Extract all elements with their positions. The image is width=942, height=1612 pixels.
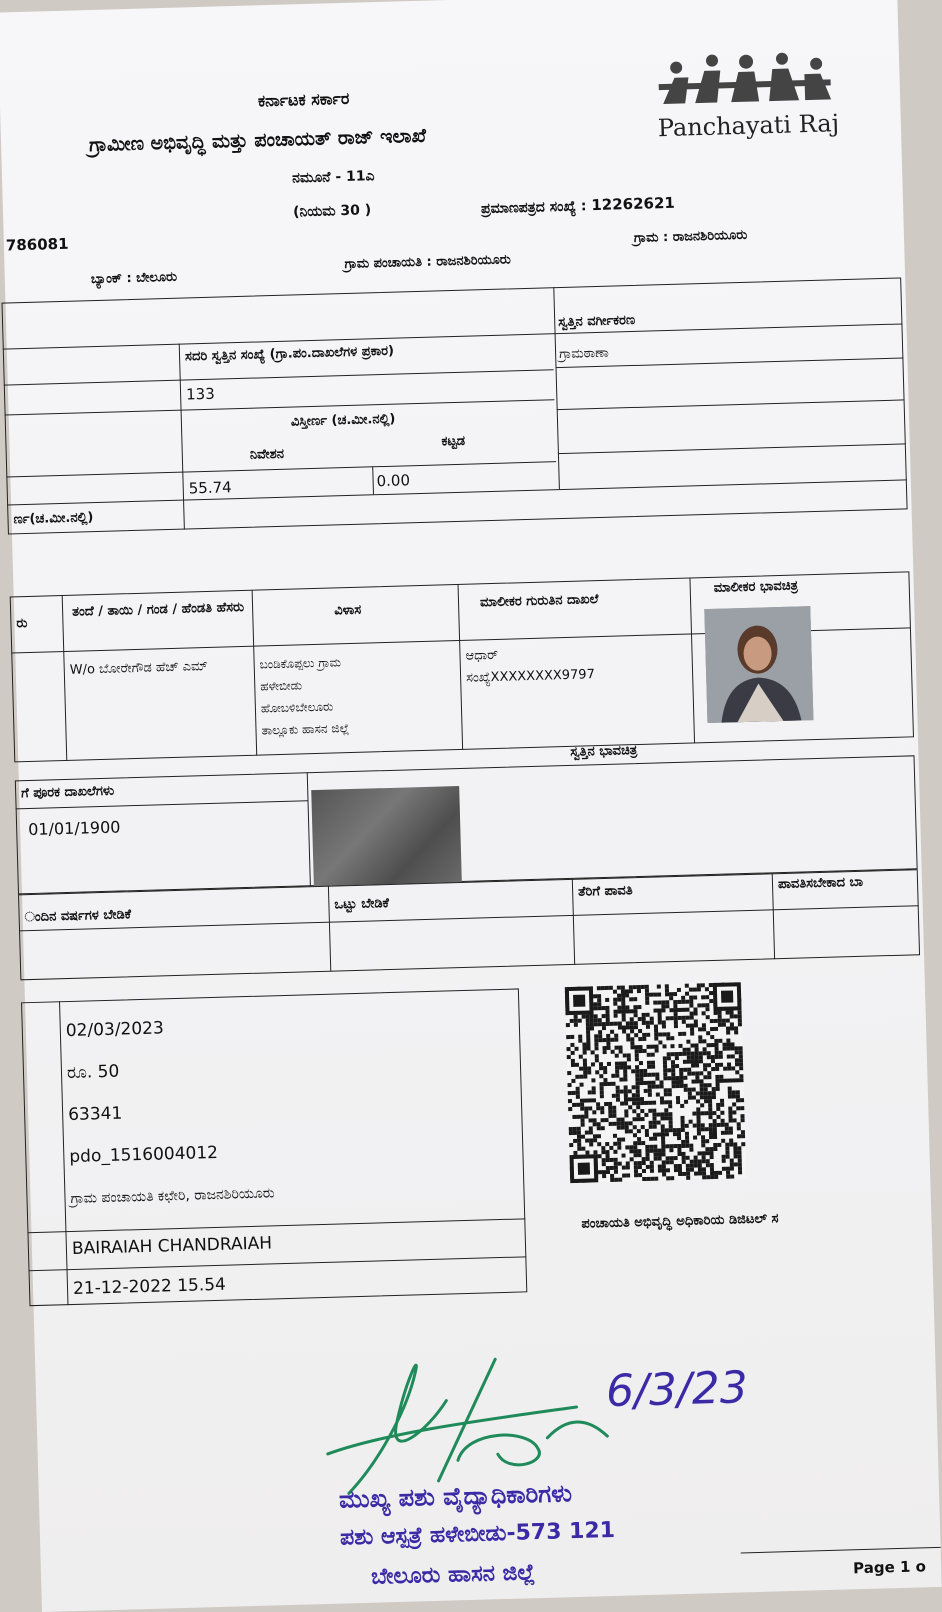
total-demand: ಒಟ್ಟು ಬೇಡಿಕೆ [334,896,390,913]
receipt-number: 63341 [67,1103,123,1126]
bank-name: ಬ್ಯಾಂಕ್ : ಬೇಲೂರು [90,269,178,288]
owner-id-header: ಮಾಲೀಕರ ಗುರುತಿನ ದಾಖಲೆ [479,592,599,611]
owner-photo [704,606,813,723]
gram-panchayat: ಗ್ರಾಮ ಪಂಚಾಯತಿ : ರಾಜನಶಿರಿಯೂರು [344,252,512,273]
dept-title: ಗ್ರಾಮೀಣ ಅಭಿವೃದ್ಧಿ ಮತ್ತು ಪಂಚಾಯತ್ ರಾಜ್ ಇಲಾಖೆ [88,124,427,157]
property-number: 133 [185,384,216,404]
page-number: Page 1 o [852,1557,927,1578]
digital-signature-caption: ಪಂಚಾಯತಿ ಅಭಿವೃದ್ಧಿ ಅಧಿಕಾರಿಯ ಡಿಜಿಟಲ್ ಸ [581,1211,779,1232]
pdo-id: pdo_1516004012 [69,1142,219,1168]
area-left-label: ರ್ಣ(ಚ.ಮೀ.ನಲ್ಲಿ) [13,510,94,528]
built-area: 0.00 [376,471,411,491]
logo-text: Panchayati Raj [657,109,840,143]
tax-paid: ತೆರಿಗೆ ಪಾವತಿ [577,883,633,900]
village-name: ಗ್ರಾಮ : ರಾಜನಶಿರಿಯೂರು [633,227,748,246]
issue-datetime: 21-12-2022 15.54 [72,1274,227,1299]
rule-number: (ನಿಯಮ 30 ) [292,202,372,221]
handwritten-signature [325,1332,749,1504]
supporting-docs-label: ಗೆ ಪೂರಕ ದಾಖಲೆಗಳು [20,783,115,802]
supporting-docs-date: 01/01/1900 [27,817,121,840]
site-area-label: ನಿವೇಶನ [249,446,285,463]
form-number: ನಮೂನೆ - 11ಎ [291,168,375,187]
stamp-line-2: ಪಶು ಆಸ್ಪತ್ರೆ ಹಳೇಬೀಡು-573 121 [339,1517,616,1551]
site-area: 55.74 [188,478,232,498]
area-label: ವಿಸ್ತೀರ್ಣ (ಚ.ಮೀ.ನಲ್ಲಿ) [290,411,396,430]
owner-address: ಬಂಡಿಕೊಪ್ಪಲು ಗ್ರಾಮ ಹಳೇಬೀಡು ಹೋಬಳಿಬೇಲೂರು ತಾಲ್ಲೂಕು ಹಾಸನ ಜಿಲ್ಲೆ [259,655,350,738]
issue-date: 02/03/2023 [65,1018,165,1042]
property-photo-label: ಸ್ವತ್ತಿನ ಭಾವಚಿತ್ರ [570,743,638,760]
built-area-label: ಕಟ್ಟಡ [441,433,466,450]
balance-payable: ಪಾವತಿಸಬೇಕಾದ ಬಾ [777,874,864,893]
qr-code [565,982,746,1183]
property-number-label: ಸದರಿ ಸ್ವತ್ತಿನ ಸಂಖ್ಯೆ (ಗ್ರಾ.ಪಂ.ದಾಖಲೆಗಳ ಪ್ರಕಾರ) [184,343,395,365]
relation-value: W/o ಬೋರೇಗೌಡ ಹೆಚ್ ಎಮ್ [69,658,208,678]
handwritten-date: 6/3/23 [605,1362,749,1418]
officer-name: BAIRAIAH CHANDRAIAH [71,1233,273,1260]
previous-years-demand: ಂದಿನ ವರ್ಷಗಳ ಬೇಡಿಕೆ [24,907,132,926]
property-photo [311,786,462,886]
logo-people-icon [654,49,836,114]
property-type: ಗ್ರಾಮಠಾಣಾ [558,345,609,363]
govt-title: ಕರ್ನಾಟಕ ಸರ್ಕಾರ [257,88,350,111]
address-header: ವಿಳಾಸ [334,602,362,619]
stamp-line-1: ಮುಖ್ಯ ಪಶು ವೈದ್ಯಾಧಿಕಾರಿಗಳು [338,1479,573,1514]
panchayati-raj-logo [654,49,857,165]
owner-name-header: ರು [16,616,28,632]
office-name: ಗ್ರಾಮ ಪಂಚಾಯತಿ ಕಛೇರಿ, ರಾಜನಶಿರಿಯೂರು [70,1185,275,1208]
stamp-line-3: ಬೇಲೂರು ಹಾಸನ ಜಿಲ್ಲೆ [370,1560,536,1590]
certificate-label: ಪ್ರಮಾಣಪತ್ರದ ಸಂಖ್ಯೆ : 12262621 [480,193,676,218]
owner-photo-header: ಮಾಲೀಕರ ಭಾವಚಿತ್ರ [713,578,799,596]
relation-header: ತಂದೆ / ತಾಯಿ / ಗಂಡ / ಹೆಂಡತಿ ಹೆಸರು [71,599,245,620]
property-type-label: ಸ್ವತ್ತಿನ ವರ್ಗೀಕರಣ [558,312,636,331]
fee-amount: ರೂ. 50 [66,1061,120,1084]
left-id: 786081 [5,234,69,255]
property-table [1,277,907,534]
owner-id-value: ಆಧಾರ್ ಸಂಖ್ಯೆXXXXXXXX9797 [465,647,596,686]
